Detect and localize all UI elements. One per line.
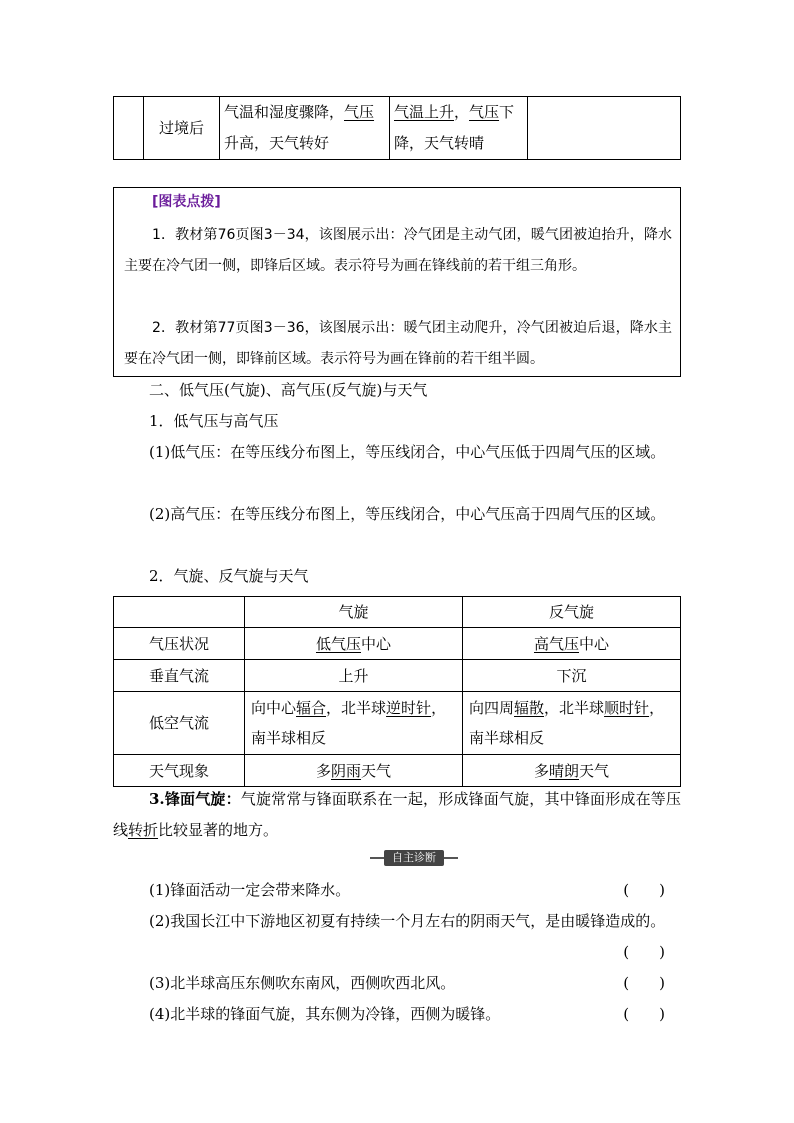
high-pressure-definition: (2)高气压：在等压线分布图上，等压线闭合，中心气压高于四周气压的区域。 bbox=[149, 505, 666, 523]
answer-bracket[interactable]: ( ) bbox=[623, 974, 665, 992]
question-3: (3)北半球高压东侧吹东南风，西侧吹西北风。 ( ) bbox=[113, 968, 681, 999]
header-empty bbox=[114, 597, 245, 628]
tip-paragraph-2: 2．教材第77页图3－36，该图展示出：暖气团主动爬升，冷气团被迫后退，降水主要在冷气团一侧，即锋前区域。表示符号为画在锋前的若干组半圆。 bbox=[124, 320, 672, 367]
question-4: (4)北半球的锋面气旋，其东侧为冷锋，西侧为暖锋。 ( ) bbox=[113, 999, 681, 1030]
empty-cell bbox=[114, 97, 144, 160]
row-label: 垂直气流 bbox=[114, 660, 245, 692]
question-1: (1)锋面活动一定会带来降水。 ( ) bbox=[113, 875, 681, 906]
cell-cyclone: 低气压中心 bbox=[245, 628, 463, 660]
self-diagnosis-badge bbox=[370, 850, 458, 866]
cyclone-anticyclone-table bbox=[113, 596, 681, 787]
answer-bracket[interactable]: ( ) bbox=[623, 943, 665, 961]
cold-front-after-cell: 气温和湿度骤降，气压升高，天气转好 bbox=[220, 97, 390, 160]
cell-cyclone: 多阴雨天气 bbox=[245, 755, 463, 787]
cell-cyclone: 上升 bbox=[245, 660, 463, 692]
subheading-1: 1．低气压与高气压 bbox=[149, 412, 279, 430]
cell-anticyclone: 多晴朗天气 bbox=[463, 755, 681, 787]
cell-anticyclone: 向四周辐散，北半球顺时针，南半球相反 bbox=[463, 692, 681, 755]
row-label: 气压状况 bbox=[114, 628, 245, 660]
row-label: 天气现象 bbox=[114, 755, 245, 787]
chart-tip-box bbox=[113, 187, 681, 377]
answer-bracket[interactable]: ( ) bbox=[623, 1005, 665, 1023]
empty-cell bbox=[528, 97, 681, 160]
section-heading: 二、低气压(气旋)、高气压(反气旋)与天气 bbox=[149, 381, 428, 399]
tip-title: [图表点拨] bbox=[152, 194, 221, 210]
frontal-cyclone-paragraph: 3.锋面气旋：气旋常常与锋面联系在一起，形成锋面气旋，其中锋面形成在等压线转折比较显著的地方。 bbox=[113, 790, 681, 839]
header-anticyclone: 反气旋 bbox=[463, 597, 681, 628]
badge-label: 自主诊断 bbox=[384, 850, 444, 866]
stage-cell: 过境后 bbox=[144, 97, 220, 160]
row-label: 低空气流 bbox=[114, 692, 245, 755]
question-2: (2)我国长江中下游地区初夏有持续一个月左右的阴雨天气，是由暖锋造成的。 ( ) bbox=[113, 906, 681, 968]
cell-cyclone: 向中心辐合，北半球逆时针，南半球相反 bbox=[245, 692, 463, 755]
front-passage-table bbox=[113, 96, 681, 160]
tip-paragraph-1: 1．教材第76页图3－34，该图展示出：冷气团是主动气团，暖气团被迫抬升，降水主要在冷气团一侧，即锋后区域。表示符号为画在锋线前的若干组三角形。 bbox=[124, 227, 672, 274]
cell-anticyclone: 高气压中心 bbox=[463, 628, 681, 660]
header-cyclone: 气旋 bbox=[245, 597, 463, 628]
warm-front-after-cell: 气温上升，气压下降，天气转晴 bbox=[390, 97, 528, 160]
cell-anticyclone: 下沉 bbox=[463, 660, 681, 692]
low-pressure-definition: (1)低气压：在等压线分布图上，等压线闭合，中心气压低于四周气压的区域。 bbox=[149, 443, 666, 461]
subheading-2: 2．气旋、反气旋与天气 bbox=[149, 567, 309, 585]
answer-bracket[interactable]: ( ) bbox=[623, 881, 665, 899]
